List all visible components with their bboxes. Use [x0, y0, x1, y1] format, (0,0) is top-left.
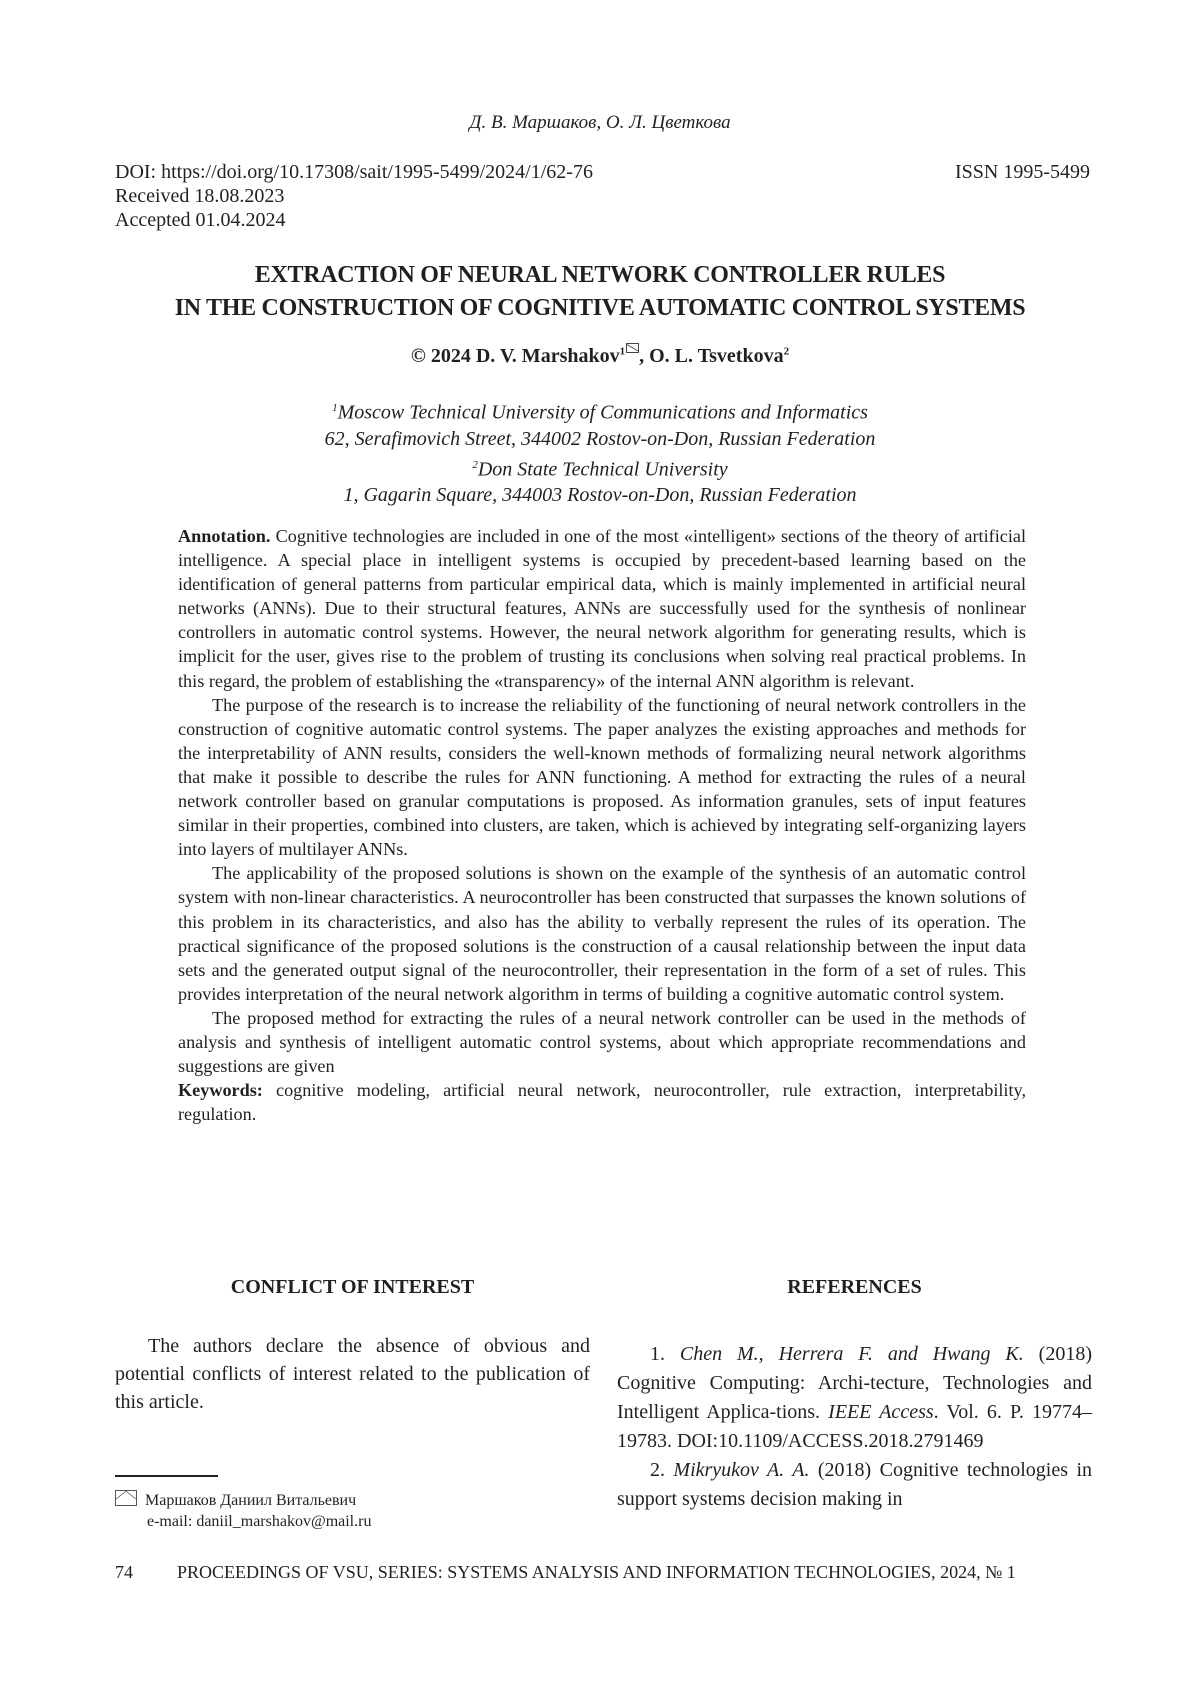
- abstract-text: Cognitive technologies are included in one of the most «intelligent» sections of the theory of artificial intelligence. A special place in intelligent systems is occupied by precedent-based learning based on the identification of general patterns from particular empirical data, which is mainly implemented in artificial neural networks (ANNs). Due to their structural features, ANNs are successfully used for the synthesis of nonlinear controllers in automatic control systems. However, the neural network algorithm for generating results, which is implicit for the user, gives rise to the problem of trusting its conclusions when solving real practical problems. In this regard, the problem of establishing the «transparency» of the internal ANN algorithm is relevant.: [178, 526, 1026, 691]
- author-1: © 2024 D. V. Marshakov: [410, 345, 620, 367]
- author-2: , O. L. Tsvetkova: [639, 345, 784, 367]
- title-line-1: EXTRACTION OF NEURAL NETWORK CONTROLLER RULES: [254, 262, 946, 288]
- abstract-paragraph-1: [178, 524, 1026, 693]
- reference-number: 1.: [650, 1343, 680, 1365]
- abstract-paragraph-4: The proposed method for extracting the rules of a neural network controller can be used in the methods of analysis and synthesis of intelligent automatic control systems, about which appropriate recommendations and suggestions are given: [178, 1007, 1026, 1077]
- affiliation-1-address: 62, Serafimovich Street, 344002 Rostov-on-Don, Russian Federation: [324, 427, 876, 450]
- affiliation-sup: 2: [472, 458, 478, 471]
- reference-number: 2.: [650, 1459, 674, 1481]
- doi-link[interactable]: DOI: https://doi.org/10.17308/sait/1995-5499/2024/1/62-76: [115, 161, 593, 183]
- keywords-label: Keywords:: [178, 1080, 263, 1101]
- keywords: [178, 1078, 1026, 1126]
- footnote-divider: [115, 1475, 218, 1477]
- author-1-affil-sup: 1: [619, 345, 626, 358]
- affiliation-text: Moscow Technical University of Communications and Informatics: [337, 401, 868, 424]
- envelope-icon: [115, 1490, 137, 1506]
- reference-authors: Mikryukov A. A.: [673, 1459, 810, 1481]
- authors-line: [0, 345, 1200, 368]
- affiliation-2-address: 1, Gagarin Square, 344003 Rostov-on-Don, Russian Federation: [343, 484, 857, 507]
- title-line-2: IN THE CONSTRUCTION OF COGNITIVE AUTOMATIC CONTROL SYSTEMS: [174, 295, 1026, 321]
- author-2-affil-sup: 2: [783, 345, 790, 358]
- reference-item: [617, 1456, 1092, 1514]
- abstract-paragraph-2: The purpose of the research is to increase the reliability of the functioning of neural network controllers in the construction of cognitive automatic control systems. The paper analyzes the existing approaches and methods for the interpretability of ANN results, considers the well-known methods of formalizing neural network algorithms that make it possible to describe the rules for ANN functioning. A method for extracting the rules of a neural network controller based on granular computations is proposed. As information granules, sets of input features similar in their properties, combined into clusters, are taken, which is achieved by integrating self-organizing layers into layers of multilayer ANNs.: [178, 694, 1026, 860]
- reference-authors: Chen M., Herrera F. and Hwang K.: [679, 1343, 1024, 1365]
- abstract: [178, 524, 1026, 1126]
- keywords-text: cognitive modeling, artificial neural network, neurocontroller, rule extraction, interpretability, regulation.: [178, 1080, 1026, 1125]
- references-list: [617, 1340, 1092, 1514]
- issn: ISSN 1995-5499: [954, 161, 1090, 183]
- accepted-date: Accepted 01.04.2024: [115, 209, 286, 231]
- running-head: Д. В. Маршаков, О. Л. Цветкова: [469, 112, 731, 133]
- reference-journal: IEEE Access: [828, 1401, 934, 1423]
- conflict-heading: CONFLICT OF INTEREST: [230, 1276, 475, 1298]
- page-footer: [115, 1562, 1090, 1583]
- abstract-label: Annotation.: [178, 526, 271, 546]
- article-meta: [115, 160, 593, 232]
- references-heading: REFERENCES: [787, 1276, 922, 1298]
- footnote-name-line: [115, 1490, 371, 1511]
- envelope-icon: [626, 343, 639, 353]
- affiliation-text: Don State Technical University: [477, 458, 728, 481]
- affiliation-sup: 1: [332, 402, 338, 414]
- page-number: 74: [115, 1562, 133, 1582]
- article-title: [0, 259, 1200, 325]
- abstract-paragraph-3: The applicability of the proposed solutions is shown on the example of the synthesis of an automatic control system with non-linear characteristics. A neurocontroller has been constructed that surpasses the known solutions of this problem in its characteristics, and also has the ability to verbally represent the rules of its operation. The practical significance of the proposed solutions is the construction of a causal relationship between the input data sets and the generated output signal of the neurocontroller, their representation in the form of a set of rules. This provides interpretation of the neural network algorithm in terms of building a cognitive automatic control system.: [178, 863, 1026, 1004]
- affiliations: [0, 395, 1200, 508]
- affiliation-1-name: [0, 395, 1200, 426]
- reference-title: (2018) Cognitive Computing: Archi-tecture, Technologies and Intelligent Applica-tions.: [617, 1343, 1092, 1423]
- reference-item: [617, 1340, 1092, 1456]
- corresponding-author-footnote: [115, 1490, 371, 1532]
- journal-name: PROCEEDINGS OF VSU, SERIES: SYSTEMS ANALYSIS AND INFORMATION TECHNOLOGIES, 2024, № 1: [177, 1562, 1016, 1582]
- conflict-text: The authors declare the absence of obvious and potential conflicts of interest related to the publication of this article.: [115, 1335, 590, 1413]
- reference-details[interactable]: . Vol. 6. P. 19774–19783. DOI:10.1109/ACCESS.2018.2791469: [617, 1401, 1093, 1452]
- corresponding-author-email[interactable]: e-mail: daniil_marshakov@mail.ru: [147, 1513, 372, 1530]
- affiliation-2-name: [0, 452, 1200, 483]
- received-date: Received 18.08.2023: [115, 185, 285, 207]
- corresponding-author-name: Маршаков Даниил Витальевич: [145, 1492, 357, 1509]
- reference-title: (2018) Cognitive technologies in support systems decision making in: [617, 1459, 1093, 1510]
